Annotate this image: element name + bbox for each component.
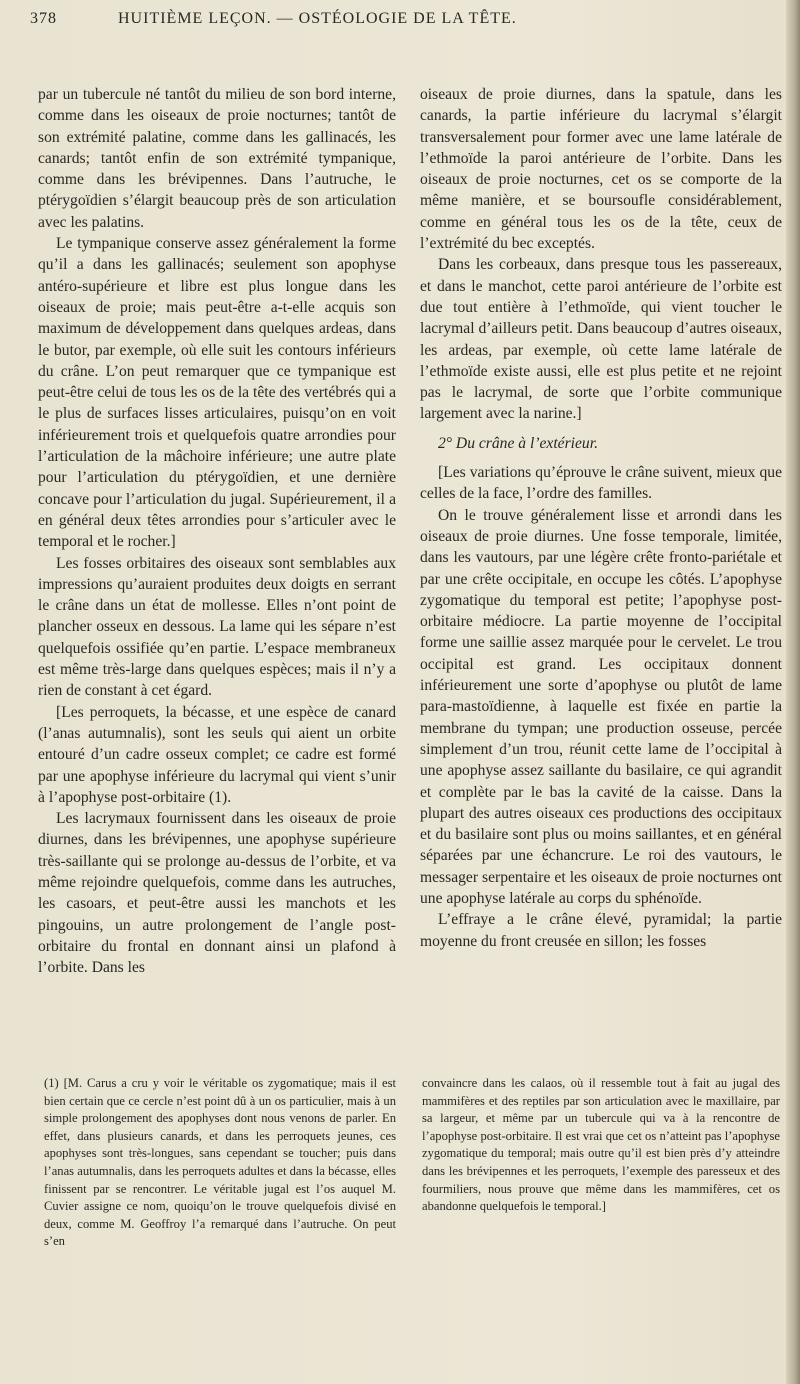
footnote-text: convaincre dans les calaos, où il ressemble tout à fait au jugal des mammifères et des reptiles par son articulation avec le maxillaire, par sa largeur, et même par un tubercule qui va à la rencontre de l’apophyse post-orbitaire. Il est vrai que cet os n’atteint pas l’apophyse zygomatique du temporal; mais outre qu’il est bien près d’y atteindre dans les brévipennes et les perroquets, l’exemple des paresseux et des fourmiliers, nous prouve que même dans les mammifères, cet os abandonne quelquefois le temporal.] [422,1076,780,1214]
paragraph: On le trouve généralement lisse et arrondi dans les oiseaux de proie diurnes. Une fosse temporale, limitée, dans les vautours, par une légère crête fronto-pariétale et par une crête occipitale, en occupe les côtés. L’apophyse zygomatique du temporal est petite; l’apophyse post-orbitaire médiocre. La partie moyenne de l’occipital forme une saillie assez marquée pour le cervelet. Le trou occipital est grand. Les occipitaux donnent inférieurement une sorte d’apophyse ou plutôt de lame para-mastoïdienne, à laquelle est fixée en partie la membrane du tympan; une production osseuse, percée simplement d’un trou, réunit cette lame de l’occipital à une apophyse assez saillante du basilaire, ce qui agrandit et complète par le bas la cavité de la caisse. Dans la plupart des autres oiseaux ces productions des occipitaux et du basilaire sont plus ou moins saillantes, et en général séparées par une échancrure. Le roi des vautours, le messager serpentaire et les oiseaux de proie nocturnes ont une apophyse latérale au corps du sphénoïde. [420,506,782,907]
paragraph: [Les perroquets, la bécasse, et une espèce de canard (l’anas autumnalis), sont les seuls qui aient un orbite entouré d’un cadre osseux complet; ce cadre est formé par une apophyse inférieure du lacrymal qui vient s’unir à l’apophyse post-orbitaire (1). [38,703,396,806]
section-heading: 2° Du crâne à l’extérieur. [438,434,598,452]
right-column [420,84,782,952]
paragraph: Dans les corbeaux, dans presque tous les passereaux, et dans le manchot, cette paroi antérieure de l’orbite est due tout entière à l’ethmoïde, qui vient toucher le lacrymal d’ailleurs petit. Dans beaucoup d’autres oiseaux, les ardeas, par exemple, où cette lame latérale de l’ethmoïde existe aussi, elle est plus petite et ne rejoint pas le lacrymal, de sorte que l’orbite communique largement avec la narine.] [420,256,782,423]
page-edge-shadow [786,0,800,1384]
paragraph: oiseaux de proie diurnes, dans la spatule, dans les canards, la partie inférieure du lacrymal s’élargit transversalement pour former avec une lame latérale de l’ethmoïde la paroi antérieure de l’orbite. Dans les oiseaux de proie nocturnes, cet os se comporte de la même manière, et se boursoufle considérablement, comme en général tous les os de la tête, ceux de l’extrémité du bec exceptés. [420,86,782,253]
paragraph: par un tubercule né tantôt du milieu de son bord interne, comme dans les oiseaux de proie nocturnes; tantôt de son extrémité palatine, comme dans les gallinacés, les canards; tantôt enfin de son extrémité tympanique, comme dans les brévipennes. Dans l’autruche, le ptérygoïdien s’élargit beaucoup près de son articulation avec les palatins. [38,86,396,231]
footnote-left [44,1075,396,1251]
page-number: 378 [30,10,57,27]
paragraph: [Les variations qu’éprouve le crâne suivent, mieux que celles de la face, l’ordre des familles. [420,464,782,503]
footnote-right [422,1075,780,1216]
running-title: HUITIÈME LEÇON. — OSTÉOLOGIE DE LA TÊTE. [118,10,517,27]
paragraph: L’effraye a le crâne élevé, pyramidal; la partie moyenne du front creusée en sillon; les fosses [420,911,782,950]
left-column [38,84,396,978]
running-header [30,10,770,34]
paragraph: Les fosses orbitaires des oiseaux sont semblables aux impressions qu’auraient produites deux doigts en serrant le crâne dans un état de mollesse. Elles n’ont point de plancher osseux en dessous. La lame qui les sépare n’est quelquefois ossifiée qu’en partie. L’espace membraneux est même très-large dans quelques espèces; mais il n’y a rien de constant à cet égard. [38,554,396,700]
footnote-text: (1) [M. Carus a cru y voir le véritable os zygomatique; mais il est bien certain que ce cercle n’est point dû à un os particulier, mais à un simple prolongement des apophyses dont nous venons de parler. En effet, dans plusieurs canards, et dans les perroquets jeunes, ces apophyses sont très-longues, sans cependant se toucher; puis dans l’anas autumnalis, dans les perroquets adultes et dans la bécasse, elles finissent par se rencontrer. Le véritable jugal est l’os auquel M. Cuvier assigne ce nom, quoiqu’on le trouve quelquefois divisé en deux, comme M. Geoffroy l’a remarqué dans l’autruche. On peut s’en [44,1076,396,1249]
paragraph: Les lacrymaux fournissent dans les oiseaux de proie diurnes, dans les brévipennes, une apophyse supérieure très-saillante qui se prolonge au-dessus de l’orbite, et va même rejoindre quelquefois, comme dans les autruches, les casoars, et peut-être aussi les manchots et les pingouins, un autre prolongement de l’angle post-orbitaire du frontal en donnant ainsi un plafond à l’orbite. Dans les [38,810,396,977]
paragraph: Le tympanique conserve assez généralement la forme qu’il a dans les gallinacés; seulement son apophyse antéro-supérieure et libre est plus longue dans les oiseaux de proie; mais peut-être a-t-elle acquis son maximum de développement dans quelques ardeas, dans le butor, par exemple, où elle suit les contours inférieurs du crâne. L’on peut remarquer que ce tympanique est peut-être celui de tous les os de la tête des vertébrés qui a le plus de surfaces lisses articulaires, puisqu’on en voit inférieurement trois et quelquefois quatre arrondies pour l’articulation de la mâchoire inférieure; une autre plate pour l’articulation du ptérygoïdien, et une dernière concave pour l’articulation du jugal. Supérieurement, il a en général deux têtes arrondies pour s’articuler avec le temporal et le rocher.] [38,235,396,551]
